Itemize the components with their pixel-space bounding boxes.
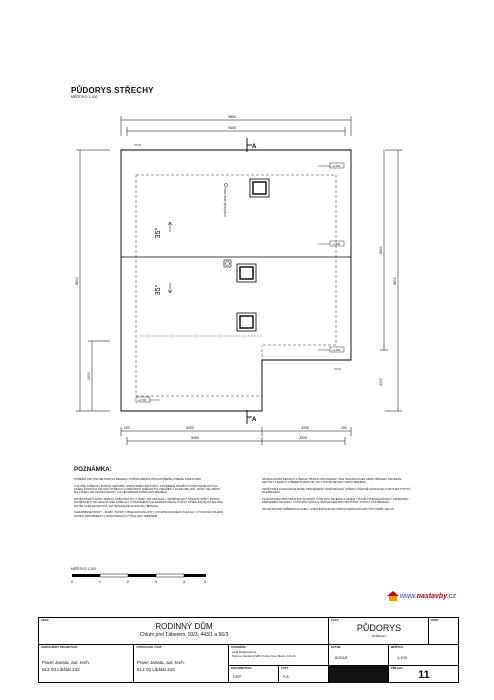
project-name: RODINNÝ DŮM bbox=[155, 622, 213, 631]
svg-text:5: 5 bbox=[204, 580, 206, 584]
svg-text:+7,200: +7,200 bbox=[332, 243, 341, 246]
dim-right-lower: 2000 bbox=[379, 378, 383, 386]
roof-outline bbox=[121, 150, 351, 411]
note-right-2: ODVĚTRÁNÍ KANALIZACE BUDE PROVEDENO ODVĚTRÁVACÍ TAŠKOU VČETNĚ NÁSTAVCE S KRYTEM TYPOVÝ DLE BRAMAC bbox=[262, 487, 411, 495]
chimney-label: ODVĚTRÁNÍ KANALIZACE bbox=[224, 187, 227, 217]
notes-heading: POZNÁMKA: bbox=[74, 466, 112, 473]
doc-value: DSP bbox=[233, 674, 242, 679]
investor-name: Lada Mináčovičová bbox=[232, 650, 256, 654]
note-left-4: KLEMPÍŘSKÉ PRVKY - ŽLABY, SVODY, OPLECHOVÁNÍ ATIKY Z POZINKOVANÉHO PLECHU. VÝTOKOVÉ KOLENO SVODU PROVEDENO V ODPOVÍDAJÍCÍ VÝŠCE NAD TERÉNEM bbox=[74, 510, 224, 518]
level-tag-6: 0,0 % bbox=[134, 144, 141, 147]
dim-bottom-inner-1: 5400 bbox=[191, 436, 199, 440]
date-cell: DATUM: 8/2010 bbox=[329, 645, 389, 666]
section-mark-top: A bbox=[252, 144, 257, 150]
sheet-title: PŮDORYS STŘECHY bbox=[71, 86, 154, 95]
date-value: 8/2010 bbox=[335, 655, 348, 660]
note-left-1: STŘEŠNÍ KRYTINA BETONOVÁ BRAMAC S PŘÍSLUŠENSTVÍM DOSTŘEŠE VYBERE INVESTORA bbox=[74, 477, 201, 481]
level-tag-1 bbox=[318, 163, 344, 168]
responsible-cell: ZODPOVĚDNÝ PROJEKTANT: Pavel Janata, aut. tech. 512 03 Libštát 242 bbox=[39, 645, 134, 683]
company-logo[interactable]: www.nastavby.cz bbox=[386, 590, 456, 602]
svg-text:1: 1 bbox=[99, 580, 101, 584]
slope-lower: 35° bbox=[155, 284, 162, 296]
note-right-1: OPLECHOVÁNÍ DETAILŮ STŘECHY BUDOU PROVEDENY DLE TECHNOLOGIE FIRMY BRAMAC MATERIÁL KRYTINY A BARVU VYBERE INVESTOR, VIZ TYPOVÉ DETAILY FIRMY BRAMAC bbox=[262, 477, 402, 485]
svg-text:0: 0 bbox=[71, 580, 73, 584]
scalebar bbox=[70, 572, 210, 588]
attachment-cell: PŘÍLOHA: 11 bbox=[389, 666, 459, 683]
level-tag-3 bbox=[318, 347, 344, 352]
house-logo-icon bbox=[386, 590, 400, 602]
dim-bottom-inner-2: 3200 bbox=[299, 436, 307, 440]
note-left-3: ODVĚTRÁVACÍ TAŠKY BUDOU UMÍSTĚNY DO 2. ŘADY OD VRCHOLU. ODVĚTRÁVACÍ OSTATNÍ TAŠKY BUDOU ROZMÍSTĚNY NA CELÉ PLOŠE STŘECHY V PRAVIDELNÝCH ROZESTUPECH, POČET TAŠEK ZÁVISÍ NA SKLONU, PLOŠE A DÉLCE KROKVÍ. VIZ TECHNICKÉ PODKLADY BRAMAC bbox=[74, 497, 224, 508]
part-name: PŮDORYS bbox=[356, 623, 402, 633]
dim-bottom-outer-2: 3200 bbox=[301, 426, 309, 430]
dim-top-outer: 9800 bbox=[228, 115, 236, 119]
svg-text:4: 4 bbox=[183, 580, 185, 584]
notes-left bbox=[74, 478, 224, 521]
author-reg: 512 03 Libštát 242 bbox=[137, 667, 175, 672]
slope-upper: 35° bbox=[155, 227, 162, 239]
dim-small-1: 200 bbox=[124, 426, 130, 430]
responsible-name: Pavel Janata, aut. tech. bbox=[42, 660, 91, 665]
title-block bbox=[38, 617, 459, 683]
svg-text:3: 3 bbox=[155, 580, 157, 584]
notes-right bbox=[262, 478, 412, 515]
dim-left-lower: 2200 bbox=[87, 372, 91, 380]
dim-top-inner: 9400 bbox=[228, 126, 236, 130]
scale-value: 1:100 bbox=[397, 655, 408, 660]
investor-address: Karlovo náměstí 2/105, Praha, Nové Město, 120 00 bbox=[232, 654, 296, 658]
author-cell: VYPRACOVAL ČÁST: Pavel Janata, aut. tech. 512 03 Libštát 242 bbox=[134, 645, 229, 683]
dim-bottom-outer-1: 5400 bbox=[186, 426, 194, 430]
note-left-2: V PLOŠE STŘECHY BUDOU UMÍSTĚNY PROTISNĚHOVÉ TAŠKY. POTŘEBNÉ MNOŽSTVÍ PROTISNĚHOVÝCH TAŠEK ZÁVISÍ NA SKLONU STŘECHY A MNOŽSTVÍ SNĚHOVÝCH SRÁŽEK V DANÉ OBLASTI. TAŠKY SE UMÍSTÍ DO 2 ŘADY OD OKAPNÍ HRANY. VIZ TECHNICKÉ PODKLADY BRAMAC bbox=[74, 483, 221, 495]
part-sub: STŘECHY bbox=[371, 634, 387, 638]
responsible-reg: 512 03 Libštát 242 bbox=[42, 667, 80, 672]
svg-text:2: 2 bbox=[127, 580, 129, 584]
svg-text:+4,700: +4,700 bbox=[332, 165, 341, 168]
part2-value: F.A bbox=[283, 674, 289, 679]
scalebar-label: MĚŘÍTKO 1:100 bbox=[71, 567, 96, 571]
svg-text:+4,700: +4,700 bbox=[138, 399, 147, 402]
chimney-icon bbox=[224, 260, 231, 267]
slope-arrow-down-icon bbox=[168, 283, 172, 293]
project-cell: AKCE: RODINNÝ DŮM Chlum pod Táborem, 93/3, 443/1 a 96/3 bbox=[39, 618, 329, 645]
attachment-value: 11 bbox=[418, 669, 430, 681]
project-location: Chlum pod Táborem, 93/3, 443/1 a 96/3 bbox=[139, 632, 229, 638]
section-mark-bottom: A bbox=[252, 417, 257, 423]
part2-cell: ČÁST: F.A bbox=[279, 666, 329, 683]
note-right-4: ODVĚTRÁVÁNÍ STŘEŠNÍCH OKEN - UMÍSTĚNÍ DLE PRO PROSTUPNOVÁNÍ KRYTINY FIRMY VELUX bbox=[262, 507, 394, 511]
wall-outline-upper bbox=[136, 175, 336, 345]
part-cell: ČÁST: PŮDORYS STŘECHY bbox=[329, 618, 429, 645]
level-tag-5 bbox=[136, 397, 160, 402]
black-cell bbox=[329, 666, 389, 683]
vent-icon bbox=[225, 184, 228, 187]
dim-right-upper: 6510 bbox=[379, 246, 383, 254]
level-tag-2 bbox=[318, 241, 344, 246]
pare-cell: PARÉ: bbox=[429, 618, 459, 645]
note-right-3: ZA NASTAVEC PRO PROSTUP ANTÉNNÍ TYČE PRO TELEVIZI A SATELIT POUŽIJ SPECIALIZOVANÝ FIRMA PRO PROVEDENÍ ODVODU. VYSTUPNÍ TAŠKA S NASTAVCEM PRO PROSTUP, TYPOVÝ DLE BRAMAC bbox=[262, 497, 409, 505]
doc-cell: DOKUMENTACE: DSP bbox=[229, 666, 279, 683]
level-tag-4: 0,0 % bbox=[334, 368, 341, 371]
dim-left-total: 8510 bbox=[75, 277, 79, 285]
dim-small-2: 200 bbox=[341, 426, 347, 430]
dim-right-total: 8510 bbox=[393, 277, 397, 285]
slope-arrow-up-icon bbox=[168, 222, 172, 232]
svg-text:+4,700: +4,700 bbox=[332, 349, 341, 352]
author-name: Pavel Janata, aut. tech. bbox=[137, 660, 186, 665]
investor-cell: STAVEBNÍK: Lada Mináčovičová Karlovo náměstí 2/105, Praha, Nové Město, 120 00 bbox=[229, 645, 329, 666]
sheet-scale: MĚŘÍTKO 1:100 bbox=[71, 95, 98, 99]
scale-cell: MĚŘÍTKO: 1:100 bbox=[389, 645, 459, 666]
